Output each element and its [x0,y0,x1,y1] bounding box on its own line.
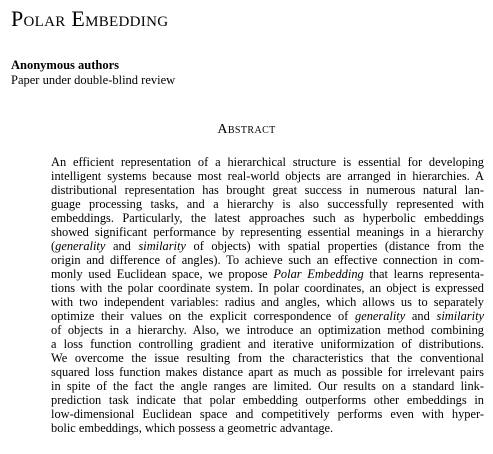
abstract-line: with two independent variables: radius and angles, which allows us to separately [51,295,484,309]
abstract-line: optimize their values on the explicit correspondence of generality and similarity [51,309,485,323]
abstract-line: squared loss function makes distance apart as much as possible for irrelevant pairs [51,365,484,379]
abstract-line: in spite of the fact the angle ranges are limited. Our results on a standard link- [51,379,484,393]
abstract-line: intelligent systems because most real-world objects are arranged in hierarchies. A [51,169,484,183]
emphasis-phrase: generality [355,309,406,323]
abstract-line: (generality and similarity of objects) with spatial properties (distance from the [51,239,484,253]
emphasis-phrase: similarity [138,239,186,253]
abstract-line: of objects in a hierarchy. Also, we introduce an optimization method combining [51,323,484,337]
abstract-line: origin and difference of angles). To achieve such an effective connection in com- [51,253,484,267]
abstract-line: prediction task indicate that polar embedding outperforms other embeddings in [51,393,484,407]
abstract-line: monly used Euclidean space, we propose Polar Embedding that learns representa- [51,267,484,281]
affiliation-line: Paper under double-blind review [11,73,176,87]
author-line: Anonymous authors [11,58,120,72]
abstract-line: An efficient representation of a hierarchical structure is essential for developing [51,155,484,169]
abstract-line: distributional representation has brought great success in numerous natural lan- [51,183,484,197]
abstract-line: bolic embeddings, which possess a geometric advantage. [51,421,334,435]
abstract-line: low-dimensional Euclidean space and competitively performs even with hyper- [51,407,484,421]
abstract-line: a loss function controlling gradient and iterative uniformization of distributions. [51,337,484,351]
emphasis-phrase: similarity [436,309,485,323]
emphasis-phrase: Polar Embedding [273,267,364,281]
abstract-line: showed significant performance by representing essential meanings in a hierarchy [51,225,484,239]
emphasis-phrase: generality [55,239,106,253]
paper-title: Polar Embedding [11,6,169,31]
abstract-line: guage processing tasks, and a hierarchy is also successfully represented with [51,197,484,211]
abstract-line: tions with the polar coordinate system. In polar coordinates, an object is expressed [51,281,484,295]
abstract-heading: Abstract [217,122,276,137]
abstract-line: We overcome the issue resulting from the characteristics that the conventional [51,351,484,365]
abstract-line: embeddings. Particularly, the latest approaches such as hyperbolic embeddings [51,211,484,225]
abstract-body [51,155,484,435]
